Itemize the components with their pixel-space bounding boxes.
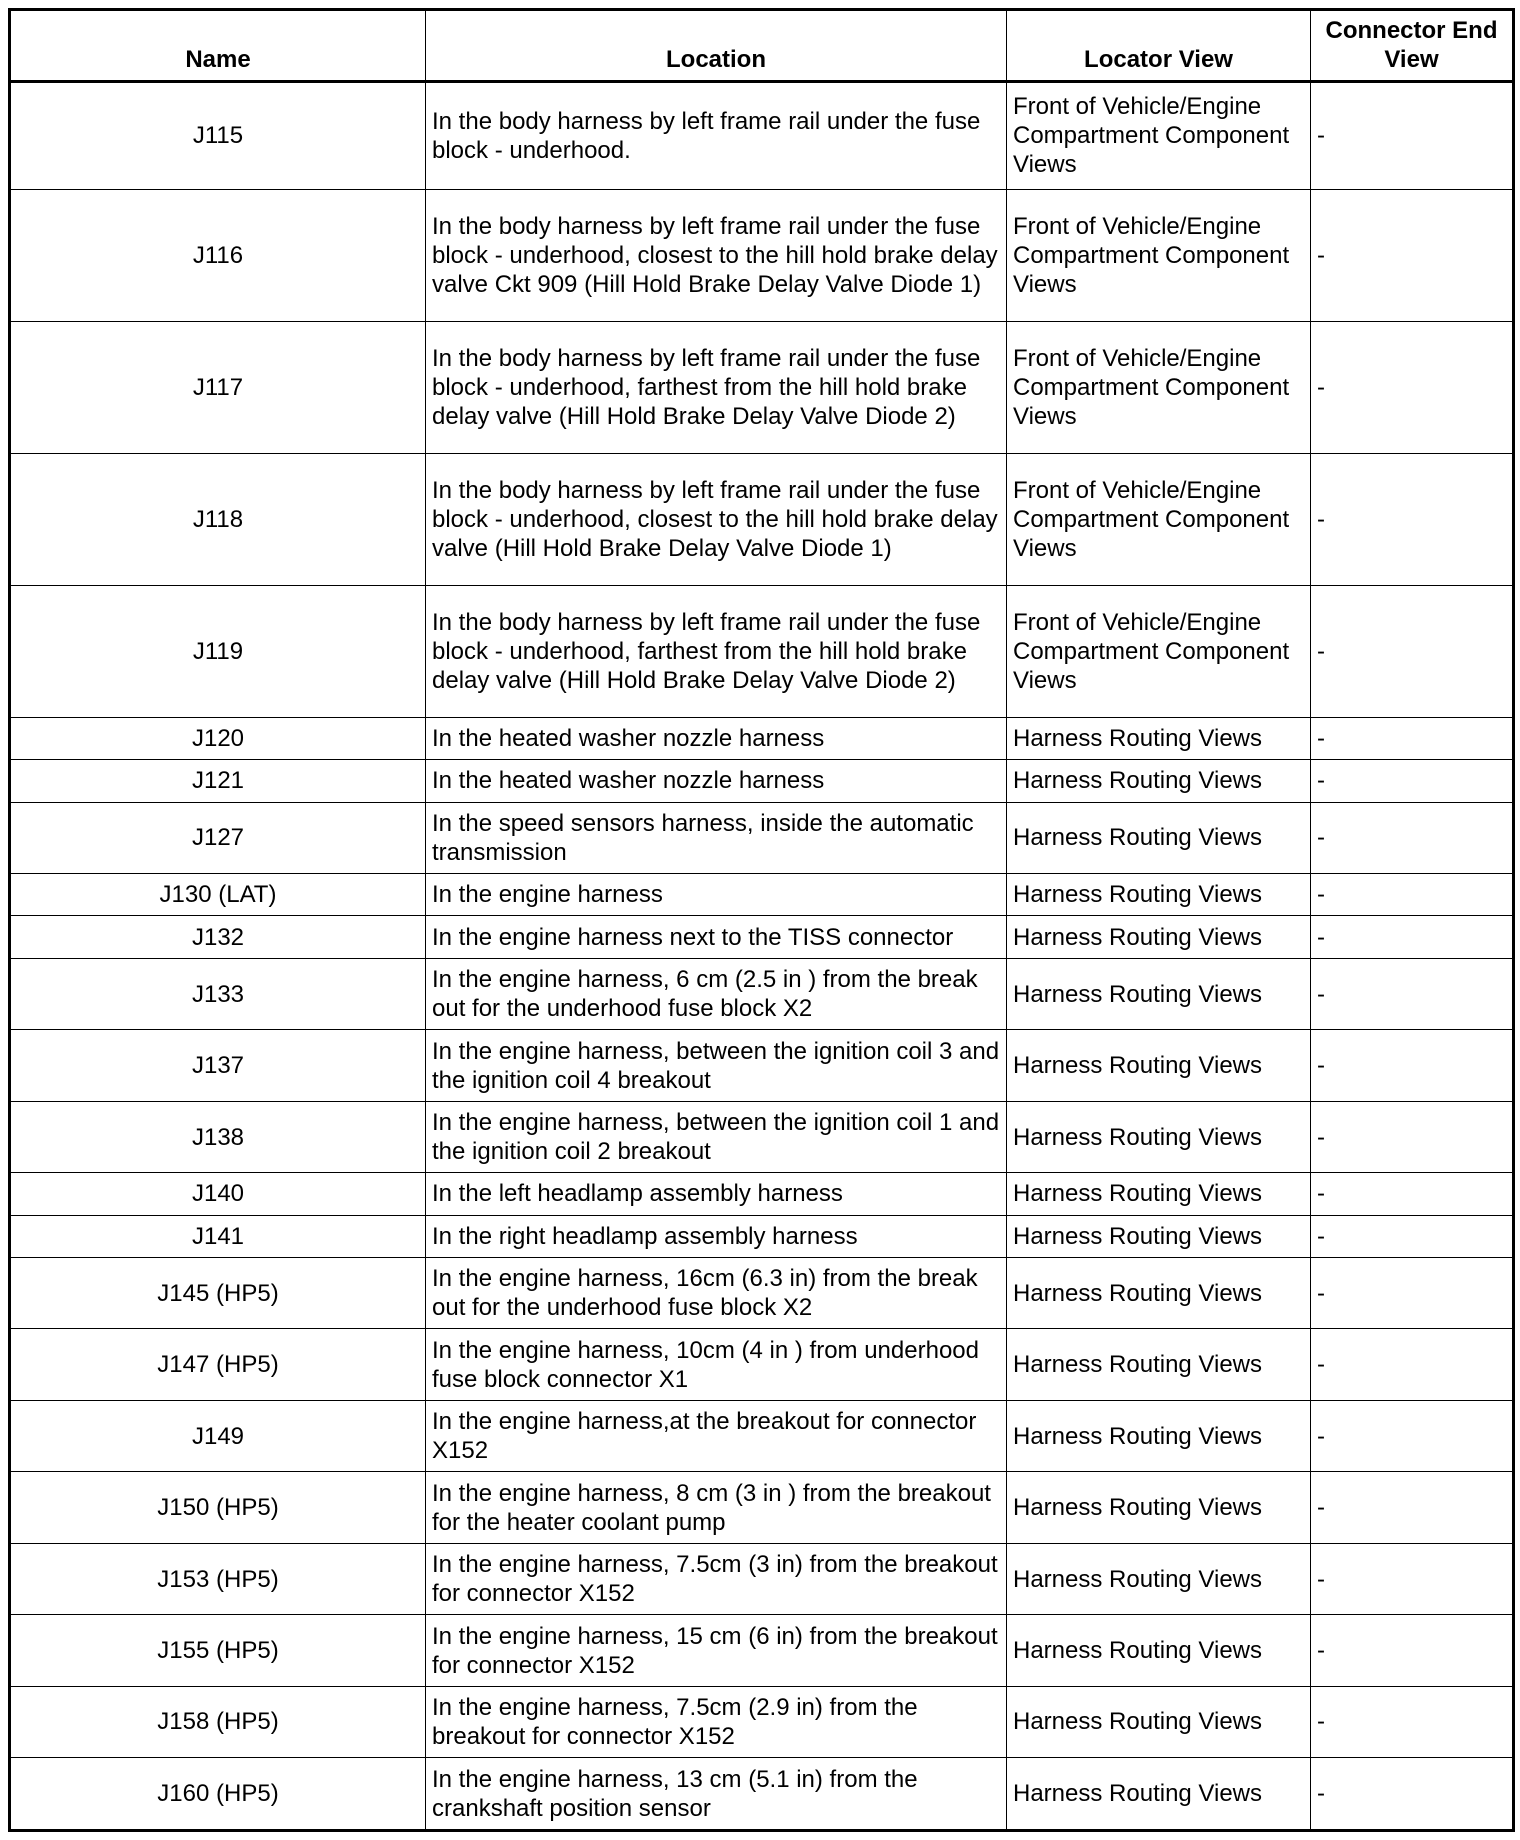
cell-locator-view: Harness Routing Views bbox=[1007, 1686, 1311, 1757]
cell-locator-view: Harness Routing Views bbox=[1007, 1258, 1311, 1329]
cell-location: In the heated washer nozzle harness bbox=[426, 760, 1007, 802]
cell-name: J133 bbox=[10, 958, 426, 1029]
cell-location: In the body harness by left frame rail under the fuse block - underhood, farthest from the hill hold brake delay valve (Hill Hold Brake Delay Valve Diode 2) bbox=[426, 321, 1007, 453]
table-row bbox=[10, 453, 1514, 585]
table-row bbox=[10, 585, 1514, 717]
cell-name: J140 bbox=[10, 1173, 426, 1215]
table-body bbox=[10, 82, 1514, 1831]
cell-location: In the engine harness,at the breakout for connector X152 bbox=[426, 1400, 1007, 1471]
cell-name: J115 bbox=[10, 82, 426, 190]
cell-locator-view: Harness Routing Views bbox=[1007, 1758, 1311, 1831]
cell-location: In the engine harness, 7.5cm (2.9 in) from the breakout for connector X152 bbox=[426, 1686, 1007, 1757]
cell-locator-view: Front of Vehicle/Engine Compartment Component Views bbox=[1007, 321, 1311, 453]
table-row bbox=[10, 958, 1514, 1029]
cell-name: J121 bbox=[10, 760, 426, 802]
cell-connector-end-view: - bbox=[1311, 1329, 1514, 1400]
cell-name: J132 bbox=[10, 916, 426, 958]
cell-locator-view: Harness Routing Views bbox=[1007, 1615, 1311, 1686]
table-row bbox=[10, 717, 1514, 759]
cell-locator-view: Harness Routing Views bbox=[1007, 802, 1311, 873]
header-location: Location bbox=[426, 10, 1007, 82]
cell-locator-view: Harness Routing Views bbox=[1007, 1030, 1311, 1101]
cell-name: J117 bbox=[10, 321, 426, 453]
cell-location: In the engine harness, between the ignition coil 1 and the ignition coil 2 breakout bbox=[426, 1101, 1007, 1172]
cell-locator-view: Harness Routing Views bbox=[1007, 760, 1311, 802]
cell-locator-view: Harness Routing Views bbox=[1007, 958, 1311, 1029]
table-row bbox=[10, 1758, 1514, 1831]
cell-connector-end-view: - bbox=[1311, 321, 1514, 453]
cell-name: J119 bbox=[10, 585, 426, 717]
cell-locator-view: Harness Routing Views bbox=[1007, 1472, 1311, 1543]
table-row bbox=[10, 802, 1514, 873]
cell-locator-view: Harness Routing Views bbox=[1007, 1543, 1311, 1614]
table-row bbox=[10, 760, 1514, 802]
cell-location: In the body harness by left frame rail under the fuse block - underhood, closest to the hill hold brake delay valve (Hill Hold Brake Delay Valve Diode 1) bbox=[426, 453, 1007, 585]
cell-locator-view: Harness Routing Views bbox=[1007, 717, 1311, 759]
table-row bbox=[10, 1543, 1514, 1614]
cell-location: In the speed sensors harness, inside the automatic transmission bbox=[426, 802, 1007, 873]
cell-connector-end-view: - bbox=[1311, 1400, 1514, 1471]
cell-connector-end-view: - bbox=[1311, 1543, 1514, 1614]
cell-location: In the heated washer nozzle harness bbox=[426, 717, 1007, 759]
cell-connector-end-view: - bbox=[1311, 958, 1514, 1029]
cell-location: In the engine harness, 16cm (6.3 in) from the break out for the underhood fuse block X2 bbox=[426, 1258, 1007, 1329]
cell-name: J160 (HP5) bbox=[10, 1758, 426, 1831]
cell-location: In the right headlamp assembly harness bbox=[426, 1215, 1007, 1257]
cell-connector-end-view: - bbox=[1311, 1258, 1514, 1329]
table-row bbox=[10, 874, 1514, 916]
cell-location: In the left headlamp assembly harness bbox=[426, 1173, 1007, 1215]
cell-connector-end-view: - bbox=[1311, 1686, 1514, 1757]
cell-name: J149 bbox=[10, 1400, 426, 1471]
cell-name: J116 bbox=[10, 189, 426, 321]
cell-location: In the engine harness, 7.5cm (3 in) from the breakout for connector X152 bbox=[426, 1543, 1007, 1614]
cell-name: J118 bbox=[10, 453, 426, 585]
cell-name: J153 (HP5) bbox=[10, 1543, 426, 1614]
cell-connector-end-view: - bbox=[1311, 802, 1514, 873]
cell-connector-end-view: - bbox=[1311, 82, 1514, 190]
header-locator-view: Locator View bbox=[1007, 10, 1311, 82]
cell-name: J138 bbox=[10, 1101, 426, 1172]
header-connector-end-view: Connector End View bbox=[1311, 10, 1514, 82]
cell-connector-end-view: - bbox=[1311, 760, 1514, 802]
cell-locator-view: Harness Routing Views bbox=[1007, 1101, 1311, 1172]
cell-name: J147 (HP5) bbox=[10, 1329, 426, 1400]
table-row bbox=[10, 1258, 1514, 1329]
cell-location: In the body harness by left frame rail under the fuse block - underhood. bbox=[426, 82, 1007, 190]
cell-name: J155 (HP5) bbox=[10, 1615, 426, 1686]
cell-name: J127 bbox=[10, 802, 426, 873]
cell-name: J158 (HP5) bbox=[10, 1686, 426, 1757]
cell-name: J150 (HP5) bbox=[10, 1472, 426, 1543]
cell-locator-view: Front of Vehicle/Engine Compartment Component Views bbox=[1007, 453, 1311, 585]
cell-connector-end-view: - bbox=[1311, 453, 1514, 585]
table-row bbox=[10, 1173, 1514, 1215]
cell-location: In the body harness by left frame rail under the fuse block - underhood, farthest from the hill hold brake delay valve (Hill Hold Brake Delay Valve Diode 2) bbox=[426, 585, 1007, 717]
cell-locator-view: Harness Routing Views bbox=[1007, 1215, 1311, 1257]
cell-connector-end-view: - bbox=[1311, 585, 1514, 717]
cell-locator-view: Harness Routing Views bbox=[1007, 874, 1311, 916]
cell-connector-end-view: - bbox=[1311, 1173, 1514, 1215]
cell-location: In the engine harness next to the TISS connector bbox=[426, 916, 1007, 958]
table-row bbox=[10, 1472, 1514, 1543]
cell-locator-view: Harness Routing Views bbox=[1007, 1329, 1311, 1400]
cell-connector-end-view: - bbox=[1311, 1472, 1514, 1543]
cell-location: In the engine harness, 10cm (4 in ) from underhood fuse block connector X1 bbox=[426, 1329, 1007, 1400]
table-row bbox=[10, 321, 1514, 453]
table-row bbox=[10, 1686, 1514, 1757]
cell-connector-end-view: - bbox=[1311, 1758, 1514, 1831]
cell-name: J141 bbox=[10, 1215, 426, 1257]
header-name: Name bbox=[10, 10, 426, 82]
cell-connector-end-view: - bbox=[1311, 1215, 1514, 1257]
table-row bbox=[10, 1030, 1514, 1101]
cell-locator-view: Front of Vehicle/Engine Compartment Component Views bbox=[1007, 189, 1311, 321]
cell-location: In the engine harness, 15 cm (6 in) from the breakout for connector X152 bbox=[426, 1615, 1007, 1686]
cell-location: In the engine harness, 6 cm (2.5 in ) from the break out for the underhood fuse block X2 bbox=[426, 958, 1007, 1029]
cell-connector-end-view: - bbox=[1311, 1101, 1514, 1172]
table-row bbox=[10, 82, 1514, 190]
table-row bbox=[10, 1215, 1514, 1257]
cell-location: In the engine harness, 13 cm (5.1 in) from the crankshaft position sensor bbox=[426, 1758, 1007, 1831]
header-row bbox=[10, 10, 1514, 82]
cell-location: In the engine harness, between the ignition coil 3 and the ignition coil 4 breakout bbox=[426, 1030, 1007, 1101]
cell-location: In the body harness by left frame rail under the fuse block - underhood, closest to the hill hold brake delay valve Ckt 909 (Hill Hold Brake Delay Valve Diode 1) bbox=[426, 189, 1007, 321]
table-row bbox=[10, 1400, 1514, 1471]
table-row bbox=[10, 1615, 1514, 1686]
cell-name: J137 bbox=[10, 1030, 426, 1101]
cell-name: J145 (HP5) bbox=[10, 1258, 426, 1329]
cell-connector-end-view: - bbox=[1311, 916, 1514, 958]
table-header bbox=[10, 10, 1514, 82]
cell-connector-end-view: - bbox=[1311, 189, 1514, 321]
cell-locator-view: Front of Vehicle/Engine Compartment Component Views bbox=[1007, 585, 1311, 717]
cell-locator-view: Harness Routing Views bbox=[1007, 1400, 1311, 1471]
cell-locator-view: Front of Vehicle/Engine Compartment Component Views bbox=[1007, 82, 1311, 190]
table-row bbox=[10, 916, 1514, 958]
table-row bbox=[10, 189, 1514, 321]
cell-locator-view: Harness Routing Views bbox=[1007, 1173, 1311, 1215]
connector-location-table bbox=[8, 8, 1515, 1832]
cell-name: J130 (LAT) bbox=[10, 874, 426, 916]
document-page bbox=[8, 8, 1512, 1832]
table-row bbox=[10, 1101, 1514, 1172]
cell-location: In the engine harness bbox=[426, 874, 1007, 916]
cell-connector-end-view: - bbox=[1311, 1615, 1514, 1686]
cell-location: In the engine harness, 8 cm (3 in ) from the breakout for the heater coolant pump bbox=[426, 1472, 1007, 1543]
cell-connector-end-view: - bbox=[1311, 717, 1514, 759]
cell-connector-end-view: - bbox=[1311, 874, 1514, 916]
cell-name: J120 bbox=[10, 717, 426, 759]
cell-locator-view: Harness Routing Views bbox=[1007, 916, 1311, 958]
cell-connector-end-view: - bbox=[1311, 1030, 1514, 1101]
table-row bbox=[10, 1329, 1514, 1400]
